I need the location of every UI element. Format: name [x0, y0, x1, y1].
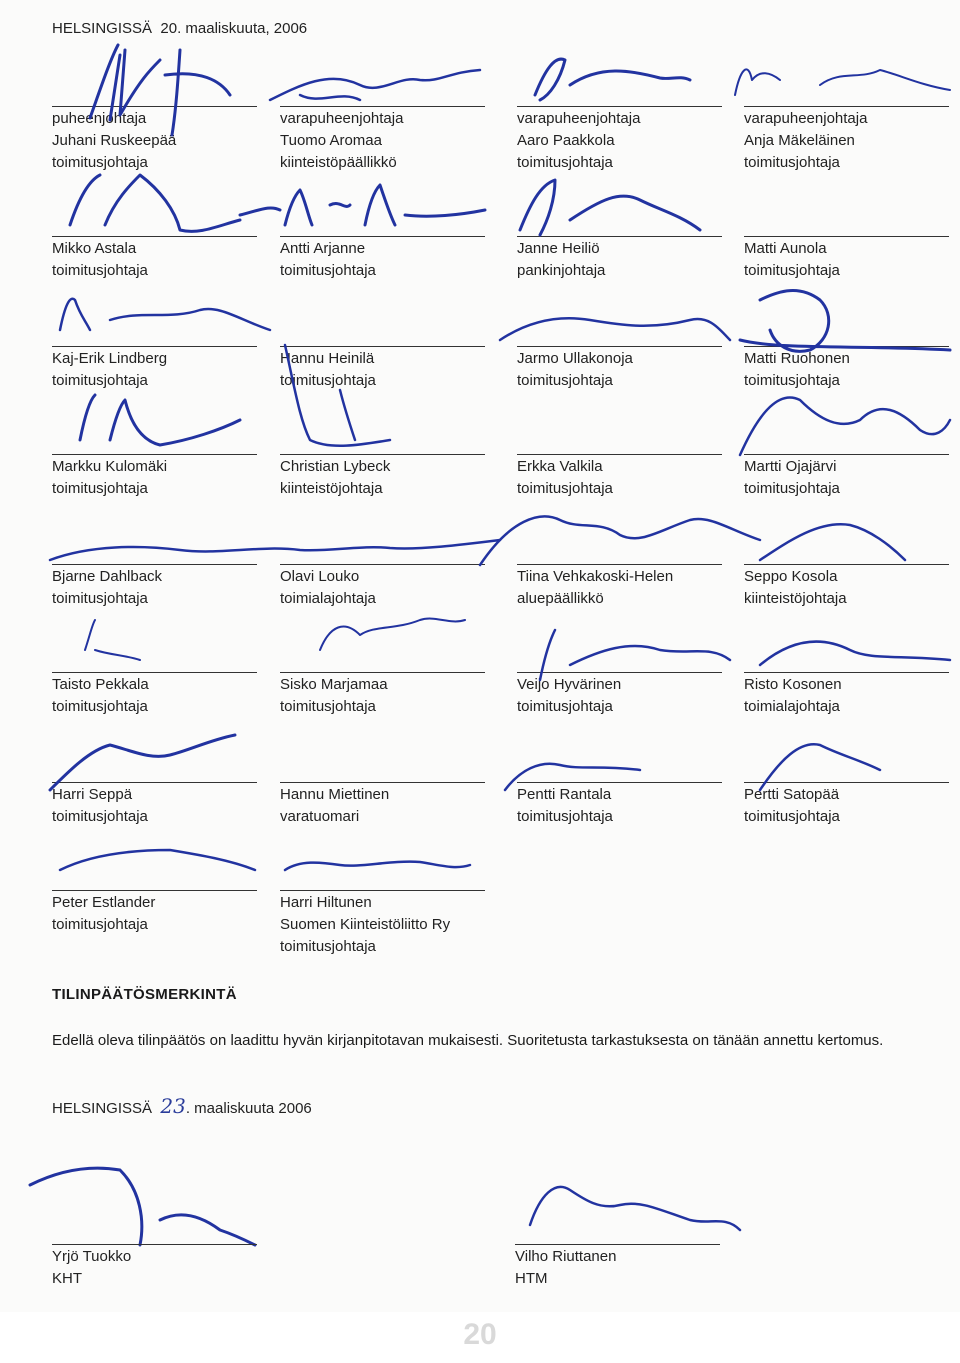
signature-block — [517, 106, 722, 174]
signature-line — [52, 782, 257, 783]
signature-block — [744, 564, 949, 610]
signatory-title: toimitusjohtaja — [280, 938, 376, 955]
signature-line — [517, 672, 722, 673]
signatory-name: Antti Arjanne — [280, 240, 366, 257]
signature-block — [517, 454, 722, 500]
signature-line — [280, 672, 485, 673]
signature-block — [517, 236, 722, 282]
signatory-name: Risto Kosonen — [744, 676, 842, 693]
signature-block — [517, 564, 722, 610]
signatory-title: toimitusjohtaja — [280, 372, 376, 389]
signature-line — [52, 1244, 257, 1245]
signature-block — [517, 782, 722, 828]
signatory-name: Matti Aunola — [744, 240, 827, 257]
audit-statement: Edellä oleva tilinpäätös on laadittu hyvän kirjanpitotavan mukaisesti. Suoritetusta tarkastuksesta on tänään annettu kertomus. — [52, 1032, 884, 1049]
signatory-name: Taisto Pekkala — [52, 676, 149, 693]
signature-block — [744, 672, 949, 718]
signature-line — [280, 782, 485, 783]
signatory-title: toimitusjohtaja — [52, 590, 148, 607]
signature-line — [517, 236, 722, 237]
signatory-name: Erkka Valkila — [517, 458, 603, 475]
signatory-title: toimialajohtaja — [744, 698, 840, 715]
signatory-name: Olavi Louko — [280, 568, 360, 585]
signature-line — [744, 564, 949, 565]
signatory-title: toimitusjohtaja — [744, 372, 840, 389]
signature-block — [517, 346, 722, 392]
signatory-title: toimitusjohtaja — [52, 808, 148, 825]
signatory-title: kiinteistöpäällikkö — [280, 154, 397, 171]
signature-block — [744, 106, 949, 174]
signatory-name: Pertti Satopää — [744, 786, 840, 803]
signatory-name: varapuheenjohtaja — [280, 110, 404, 127]
signature-block — [52, 672, 257, 718]
signature-line — [280, 106, 485, 107]
signature-line — [517, 454, 722, 455]
signatory-name: Veijo Hyvärinen — [517, 676, 622, 693]
signature-block — [280, 346, 485, 392]
signatory-name: Tiina Vehkakoski-Helen — [517, 568, 674, 585]
auditor-title: HTM — [515, 1270, 548, 1287]
signature-block — [517, 672, 722, 718]
signatory-name: varapuheenjohtaja — [517, 110, 641, 127]
signatory-name: Pentti Rantala — [517, 786, 612, 803]
signatory-name: Peter Estlander — [52, 894, 156, 911]
header-date-line — [52, 20, 307, 37]
signature-line — [517, 782, 722, 783]
signatory-name: Matti Ruohonen — [744, 350, 850, 367]
page-number: 20 — [463, 1318, 497, 1351]
signatory-name: Hannu Heinilä — [280, 350, 375, 367]
signature-line — [744, 454, 949, 455]
signatory-name: Sisko Marjamaa — [280, 676, 388, 693]
signatory-title: toimitusjohtaja — [517, 808, 613, 825]
signature-block — [744, 236, 949, 282]
signature-line — [280, 236, 485, 237]
signature-line — [280, 564, 485, 565]
signatory-title: Juhani Ruskeepää — [52, 132, 177, 149]
signature-line — [52, 346, 257, 347]
auditor-name: Vilho Riuttanen — [515, 1248, 617, 1265]
signature-line — [517, 564, 722, 565]
signatory-title: kiinteistöjohtaja — [280, 480, 383, 497]
signatory-name: Christian Lybeck — [280, 458, 391, 475]
signatory-title: toimitusjohtaja — [280, 698, 376, 715]
signatory-name: Bjarne Dahlback — [52, 568, 163, 585]
signature-block — [52, 782, 257, 828]
signatory-name: Jarmo Ullakonoja — [517, 350, 633, 367]
signatory-title: toimitusjohtaja — [744, 262, 840, 279]
signature-block — [52, 106, 257, 174]
signature-line — [515, 1244, 720, 1245]
audit-city: HELSINGISSÄ — [52, 1100, 153, 1117]
signatory-title: toimitusjohtaja — [52, 698, 148, 715]
signature-block — [52, 454, 257, 500]
signatory-name: Harri Hiltunen — [280, 894, 372, 911]
signature-line — [517, 106, 722, 107]
signature-block — [52, 346, 257, 392]
audit-heading: TILINPÄÄTÖSMERKINTÄ — [52, 986, 237, 1003]
signatory-title: toimitusjohtaja — [744, 480, 840, 497]
signatory-title: Anja Mäkeläinen — [744, 132, 855, 149]
signatory-title: toimitusjohtaja — [744, 154, 840, 171]
audit-day-handwritten: 23 — [160, 1094, 186, 1118]
signature-line — [517, 346, 722, 347]
auditor-block-2 — [515, 1244, 720, 1290]
signature-line — [52, 236, 257, 237]
signatory-name: Seppo Kosola — [744, 568, 838, 585]
signatory-title: Suomen Kiinteistöliitto Ry — [280, 916, 451, 933]
signature-block — [52, 564, 257, 610]
signature-line — [52, 106, 257, 107]
signature-block — [280, 672, 485, 718]
signatory-title: toimitusjohtaja — [52, 262, 148, 279]
signature-line — [744, 106, 949, 107]
signatory-name: Harri Seppä — [52, 786, 133, 803]
auditor-name: Yrjö Tuokko — [52, 1248, 132, 1265]
signatory-title: Aaro Paakkola — [517, 132, 615, 149]
header-city: HELSINGISSÄ — [52, 20, 153, 37]
signatory-title: toimitusjohtaja — [744, 808, 840, 825]
signatory-name: Markku Kulomäki — [52, 458, 168, 475]
signature-line — [52, 564, 257, 565]
signatory-title: toimitusjohtaja — [517, 698, 613, 715]
signature-block — [280, 454, 485, 500]
signature-block — [52, 890, 257, 936]
signature-block — [280, 564, 485, 610]
signature-line — [744, 782, 949, 783]
signatory-name: Hannu Miettinen — [280, 786, 390, 803]
signatory-name: puheenjohtaja — [52, 110, 147, 127]
signature-line — [744, 346, 949, 347]
signatory-title: aluepäällikkö — [517, 590, 604, 607]
signatory-title: Tuomo Aromaa — [280, 132, 382, 149]
signatory-title: kiinteistöjohtaja — [744, 590, 847, 607]
signatory-title: toimitusjohtaja — [280, 262, 376, 279]
signatory-name: Martti Ojajärvi — [744, 458, 837, 475]
signature-block — [280, 782, 485, 828]
signature-line — [52, 672, 257, 673]
signature-line — [280, 454, 485, 455]
signatory-name: varapuheenjohtaja — [744, 110, 868, 127]
signature-line — [52, 454, 257, 455]
signature-block — [744, 346, 949, 392]
signatory-name: Mikko Astala — [52, 240, 137, 257]
signature-block — [280, 236, 485, 282]
signature-line — [280, 890, 485, 891]
signatory-name: Kaj-Erik Lindberg — [52, 350, 168, 367]
signatory-title: toimitusjohtaja — [52, 372, 148, 389]
signatory-title: toimitusjohtaja — [517, 154, 613, 171]
signatory-title: toimialajohtaja — [280, 590, 376, 607]
signatory-title: toimitusjohtaja — [52, 154, 148, 171]
signature-block — [744, 454, 949, 500]
header-date: 20. maaliskuuta, 2006 — [160, 20, 308, 37]
signatory-title: toimitusjohtaja — [517, 480, 613, 497]
signature-line — [52, 890, 257, 891]
signatory-title: toimitusjohtaja — [52, 916, 148, 933]
signature-line — [744, 672, 949, 673]
signature-block — [744, 782, 949, 828]
signature-block — [52, 236, 257, 282]
signatory-title: toimitusjohtaja — [52, 480, 148, 497]
auditor-block-1 — [52, 1244, 257, 1290]
signature-line — [280, 346, 485, 347]
signature-block — [280, 106, 485, 174]
signatory-title: toimitusjohtaja — [517, 372, 613, 389]
signature-block — [280, 890, 485, 958]
signature-line — [744, 236, 949, 237]
auditor-title: KHT — [52, 1270, 82, 1287]
signatory-name: Janne Heiliö — [517, 240, 600, 257]
signatory-title: pankinjohtaja — [517, 262, 606, 279]
audit-date-line — [52, 1094, 312, 1118]
audit-date-rest: . maaliskuuta 2006 — [185, 1100, 312, 1117]
signatory-title: varatuomari — [280, 808, 360, 825]
